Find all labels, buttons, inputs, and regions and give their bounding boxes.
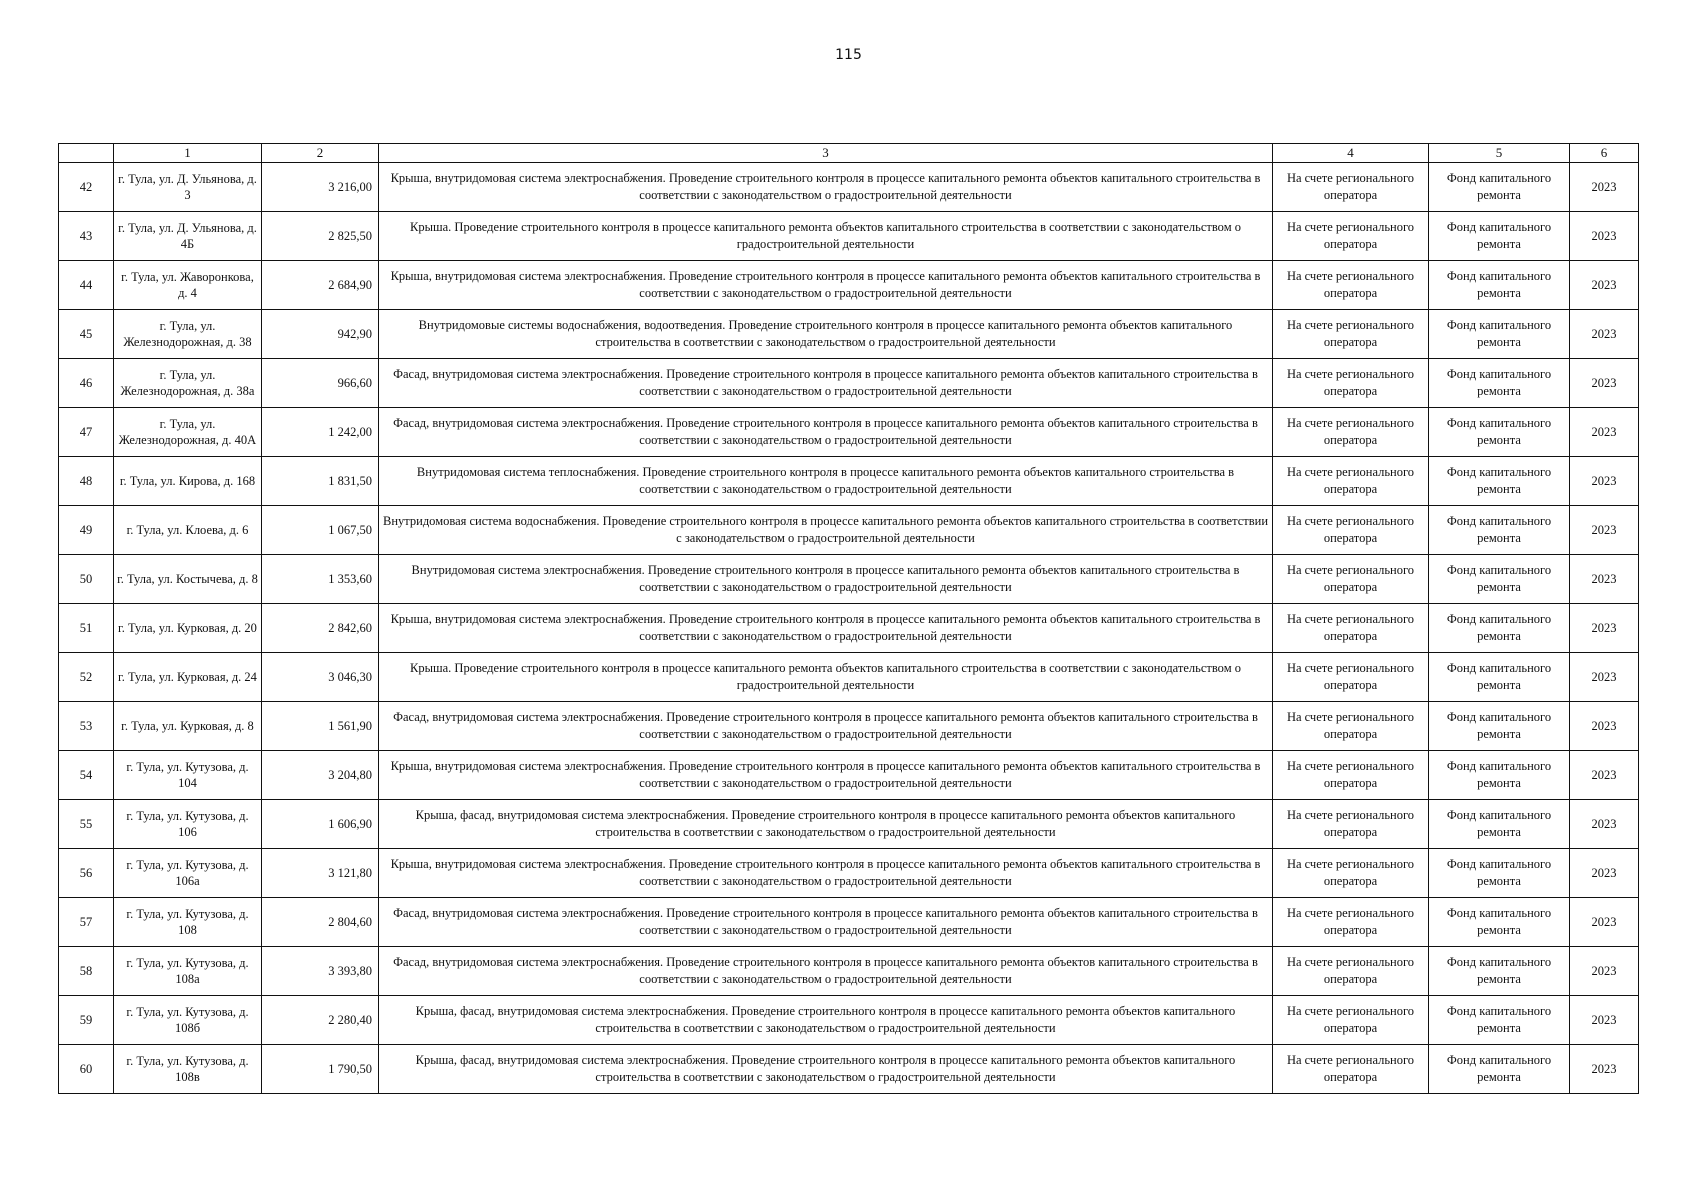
row-number-cell: 56 [59,849,114,898]
year-cell: 2023 [1570,947,1639,996]
works-cell: Фасад, внутридомовая система электроснабжения. Проведение строительного контроля в процессе капитального ремонта объектов капитального строительства в соответствии с законодательством о градостроительной деятельности [379,408,1273,457]
funding-source-cell: Фонд капитального ремонта [1429,898,1570,947]
table-row [59,751,1639,800]
address-cell: г. Тула, ул. Курковая, д. 24 [114,653,262,702]
account-cell: На счете регионального оператора [1273,1045,1429,1094]
account-cell: На счете регионального оператора [1273,163,1429,212]
row-number-cell: 57 [59,898,114,947]
address-cell: г. Тула, ул. Клоева, д. 6 [114,506,262,555]
address-cell: г. Тула, ул. Кутузова, д. 108б [114,996,262,1045]
funding-source-cell: Фонд капитального ремонта [1429,359,1570,408]
area-cell: 3 046,30 [262,653,379,702]
year-cell: 2023 [1570,996,1639,1045]
account-cell: На счете регионального оператора [1273,849,1429,898]
funding-source-cell: Фонд капитального ремонта [1429,751,1570,800]
works-cell: Фасад, внутридомовая система электроснабжения. Проведение строительного контроля в процессе капитального ремонта объектов капитального строительства в соответствии с законодательством о градостроительной деятельности [379,898,1273,947]
row-number-cell: 53 [59,702,114,751]
table-row [59,212,1639,261]
year-cell: 2023 [1570,800,1639,849]
table-row [59,1045,1639,1094]
funding-source-cell: Фонд капитального ремонта [1429,310,1570,359]
works-cell: Крыша, внутридомовая система электроснабжения. Проведение строительного контроля в процессе капитального ремонта объектов капитального строительства в соответствии с законодательством о градостроительной деятельности [379,849,1273,898]
header-row [59,144,1639,163]
funding-source-cell: Фонд капитального ремонта [1429,163,1570,212]
account-cell: На счете регионального оператора [1273,751,1429,800]
works-cell: Внутридомовая система электроснабжения. Проведение строительного контроля в процессе капитального ремонта объектов капитального строительства в соответствии с законодательством о градостроительной деятельности [379,555,1273,604]
year-cell: 2023 [1570,702,1639,751]
area-cell: 1 242,00 [262,408,379,457]
row-number-cell: 42 [59,163,114,212]
address-cell: г. Тула, ул. Курковая, д. 20 [114,604,262,653]
row-number-cell: 54 [59,751,114,800]
address-cell: г. Тула, ул. Курковая, д. 8 [114,702,262,751]
table-row [59,163,1639,212]
row-number-cell: 60 [59,1045,114,1094]
table-row [59,653,1639,702]
funding-source-cell: Фонд капитального ремонта [1429,996,1570,1045]
header-cell-1: 1 [114,144,262,163]
header-cell-5: 5 [1429,144,1570,163]
works-cell: Крыша, внутридомовая система электроснабжения. Проведение строительного контроля в процессе капитального ремонта объектов капитального строительства в соответствии с законодательством о градостроительной деятельности [379,604,1273,653]
area-cell: 3 204,80 [262,751,379,800]
header-cell-3: 3 [379,144,1273,163]
table-row [59,408,1639,457]
row-number-cell: 44 [59,261,114,310]
area-cell: 1 606,90 [262,800,379,849]
funding-source-cell: Фонд капитального ремонта [1429,702,1570,751]
funding-source-cell: Фонд капитального ремонта [1429,408,1570,457]
area-cell: 1 831,50 [262,457,379,506]
address-cell: г. Тула, ул. Кутузова, д. 108а [114,947,262,996]
table-row [59,947,1639,996]
table-row [59,702,1639,751]
header-cell-2: 2 [262,144,379,163]
area-cell: 1 067,50 [262,506,379,555]
table-row [59,359,1639,408]
row-number-cell: 55 [59,800,114,849]
area-cell: 942,90 [262,310,379,359]
row-number-cell: 49 [59,506,114,555]
row-number-cell: 59 [59,996,114,1045]
works-cell: Крыша, внутридомовая система электроснабжения. Проведение строительного контроля в процессе капитального ремонта объектов капитального строительства в соответствии с законодательством о градостроительной деятельности [379,261,1273,310]
row-number-cell: 48 [59,457,114,506]
header-cell-4: 4 [1273,144,1429,163]
year-cell: 2023 [1570,555,1639,604]
works-cell: Внутридомовые системы водоснабжения, водоотведения. Проведение строительного контроля в процессе капитального ремонта объектов капитального строительства в соответствии с законодательством о градостроительной деятельности [379,310,1273,359]
area-cell: 1 790,50 [262,1045,379,1094]
works-cell: Крыша, фасад, внутридомовая система электроснабжения. Проведение строительного контроля в процессе капитального ремонта объектов капитального строительства в соответствии с законодательством о градостроительной деятельности [379,996,1273,1045]
address-cell: г. Тула, ул. Кутузова, д. 108 [114,898,262,947]
funding-source-cell: Фонд капитального ремонта [1429,1045,1570,1094]
address-cell: г. Тула, ул. Железнодорожная, д. 40А [114,408,262,457]
funding-source-cell: Фонд капитального ремонта [1429,849,1570,898]
area-cell: 3 393,80 [262,947,379,996]
account-cell: На счете регионального оператора [1273,506,1429,555]
account-cell: На счете регионального оператора [1273,261,1429,310]
row-number-cell: 43 [59,212,114,261]
account-cell: На счете регионального оператора [1273,408,1429,457]
year-cell: 2023 [1570,1045,1639,1094]
year-cell: 2023 [1570,751,1639,800]
row-number-cell: 52 [59,653,114,702]
row-number-cell: 47 [59,408,114,457]
row-number-cell: 46 [59,359,114,408]
account-cell: На счете регионального оператора [1273,702,1429,751]
year-cell: 2023 [1570,261,1639,310]
area-cell: 2 804,60 [262,898,379,947]
area-cell: 1 561,90 [262,702,379,751]
year-cell: 2023 [1570,849,1639,898]
address-cell: г. Тула, ул. Кирова, д. 168 [114,457,262,506]
account-cell: На счете регионального оператора [1273,996,1429,1045]
header-cell-6: 6 [1570,144,1639,163]
area-cell: 966,60 [262,359,379,408]
year-cell: 2023 [1570,212,1639,261]
address-cell: г. Тула, ул. Костычева, д. 8 [114,555,262,604]
area-cell: 2 684,90 [262,261,379,310]
address-cell: г. Тула, ул. Кутузова, д. 104 [114,751,262,800]
funding-source-cell: Фонд капитального ремонта [1429,506,1570,555]
year-cell: 2023 [1570,898,1639,947]
works-cell: Крыша. Проведение строительного контроля в процессе капитального ремонта объектов капитального строительства в соответствии с законодательством о градостроительной деятельности [379,653,1273,702]
account-cell: На счете регионального оператора [1273,310,1429,359]
works-cell: Крыша, фасад, внутридомовая система электроснабжения. Проведение строительного контроля в процессе капитального ремонта объектов капитального строительства в соответствии с законодательством о градостроительной деятельности [379,800,1273,849]
area-cell: 2 825,50 [262,212,379,261]
account-cell: На счете регионального оператора [1273,212,1429,261]
funding-source-cell: Фонд капитального ремонта [1429,947,1570,996]
address-cell: г. Тула, ул. Д. Ульянова, д. 4Б [114,212,262,261]
funding-source-cell: Фонд капитального ремонта [1429,800,1570,849]
table-row [59,506,1639,555]
funding-source-cell: Фонд капитального ремонта [1429,555,1570,604]
year-cell: 2023 [1570,359,1639,408]
year-cell: 2023 [1570,604,1639,653]
account-cell: На счете регионального оператора [1273,457,1429,506]
table-row [59,849,1639,898]
header-cell-num [59,144,114,163]
table-row [59,800,1639,849]
address-cell: г. Тула, ул. Жаворонкова, д. 4 [114,261,262,310]
funding-source-cell: Фонд капитального ремонта [1429,261,1570,310]
funding-source-cell: Фонд капитального ремонта [1429,604,1570,653]
address-cell: г. Тула, ул. Железнодорожная, д. 38 [114,310,262,359]
table-row [59,555,1639,604]
table-row [59,261,1639,310]
area-cell: 2 842,60 [262,604,379,653]
row-number-cell: 45 [59,310,114,359]
address-cell: г. Тула, ул. Кутузова, д. 106а [114,849,262,898]
account-cell: На счете регионального оператора [1273,800,1429,849]
row-number-cell: 50 [59,555,114,604]
table-row [59,996,1639,1045]
funding-source-cell: Фонд капитального ремонта [1429,212,1570,261]
account-cell: На счете регионального оператора [1273,653,1429,702]
table-row [59,604,1639,653]
account-cell: На счете регионального оператора [1273,947,1429,996]
year-cell: 2023 [1570,653,1639,702]
area-cell: 2 280,40 [262,996,379,1045]
works-cell: Внутридомовая система водоснабжения. Проведение строительного контроля в процессе капитального ремонта объектов капитального строительства в соответствии с законодательством о градостроительной деятельности [379,506,1273,555]
page-number: 115 [835,47,862,63]
area-cell: 3 121,80 [262,849,379,898]
table-row [59,457,1639,506]
account-cell: На счете регионального оператора [1273,359,1429,408]
funding-source-cell: Фонд капитального ремонта [1429,653,1570,702]
area-cell: 3 216,00 [262,163,379,212]
works-cell: Крыша, внутридомовая система электроснабжения. Проведение строительного контроля в процессе капитального ремонта объектов капитального строительства в соответствии с законодательством о градостроительной деятельности [379,163,1273,212]
address-cell: г. Тула, ул. Железнодорожная, д. 38а [114,359,262,408]
funding-source-cell: Фонд капитального ремонта [1429,457,1570,506]
year-cell: 2023 [1570,310,1639,359]
works-cell: Крыша. Проведение строительного контроля в процессе капитального ремонта объектов капитального строительства в соответствии с законодательством о градостроительной деятельности [379,212,1273,261]
works-cell: Внутридомовая система теплоснабжения. Проведение строительного контроля в процессе капитального ремонта объектов капитального строительства в соответствии с законодательством о градостроительной деятельности [379,457,1273,506]
address-cell: г. Тула, ул. Кутузова, д. 108в [114,1045,262,1094]
row-number-cell: 51 [59,604,114,653]
year-cell: 2023 [1570,457,1639,506]
year-cell: 2023 [1570,163,1639,212]
account-cell: На счете регионального оператора [1273,604,1429,653]
works-cell: Фасад, внутридомовая система электроснабжения. Проведение строительного контроля в процессе капитального ремонта объектов капитального строительства в соответствии с законодательством о градостроительной деятельности [379,359,1273,408]
area-cell: 1 353,60 [262,555,379,604]
address-cell: г. Тула, ул. Д. Ульянова, д. 3 [114,163,262,212]
row-number-cell: 58 [59,947,114,996]
year-cell: 2023 [1570,506,1639,555]
account-cell: На счете регионального оператора [1273,898,1429,947]
table-row [59,898,1639,947]
works-cell: Крыша, фасад, внутридомовая система электроснабжения. Проведение строительного контроля в процессе капитального ремонта объектов капитального строительства в соответствии с законодательством о градостроительной деятельности [379,1045,1273,1094]
table-row [59,310,1639,359]
year-cell: 2023 [1570,408,1639,457]
works-cell: Крыша, внутридомовая система электроснабжения. Проведение строительного контроля в процессе капитального ремонта объектов капитального строительства в соответствии с законодательством о градостроительной деятельности [379,751,1273,800]
works-table [58,143,1639,1094]
address-cell: г. Тула, ул. Кутузова, д. 106 [114,800,262,849]
works-cell: Фасад, внутридомовая система электроснабжения. Проведение строительного контроля в процессе капитального ремонта объектов капитального строительства в соответствии с законодательством о градостроительной деятельности [379,947,1273,996]
works-cell: Фасад, внутридомовая система электроснабжения. Проведение строительного контроля в процессе капитального ремонта объектов капитального строительства в соответствии с законодательством о градостроительной деятельности [379,702,1273,751]
account-cell: На счете регионального оператора [1273,555,1429,604]
